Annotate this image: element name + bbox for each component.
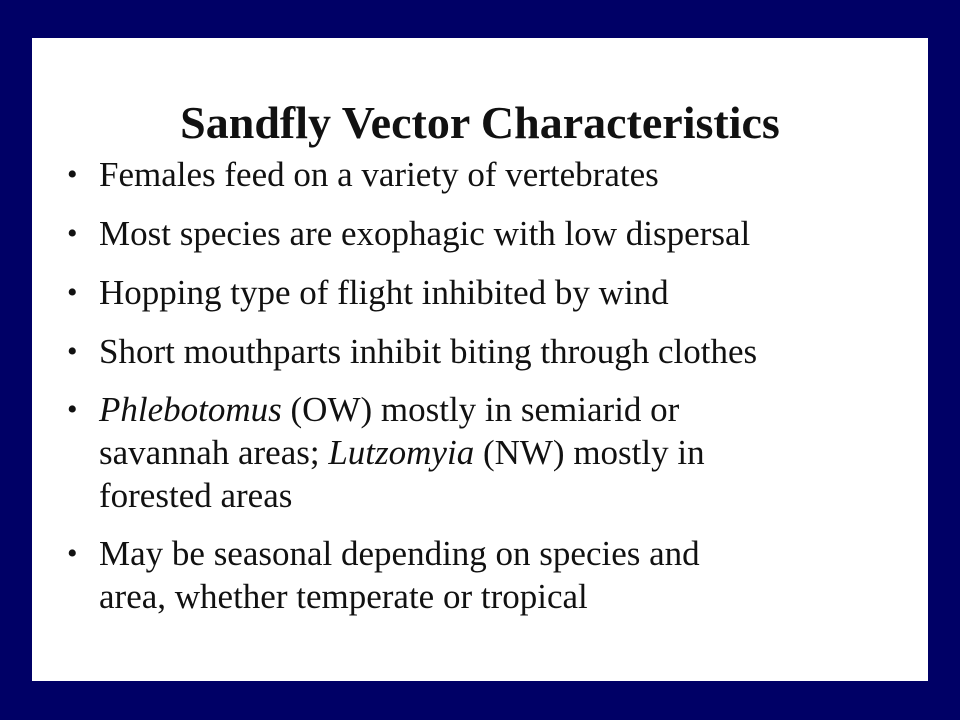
bullet-text: savannah areas;	[99, 433, 329, 472]
genus-name: Phlebotomus	[99, 390, 282, 429]
genus-name: Lutzomyia	[328, 433, 475, 472]
bullet-text: Short mouthparts inhibit biting through clothes	[99, 332, 758, 371]
slide	[32, 38, 928, 681]
bullet-icon: •	[67, 537, 78, 570]
bullet-item	[67, 271, 917, 314]
bullet-item	[67, 330, 917, 373]
slide-title: Sandfly Vector Characteristics	[180, 97, 780, 148]
bullet-line	[99, 431, 917, 474]
bullet-icon: •	[67, 158, 78, 191]
bullet-text: Hopping type of flight inhibited by wind	[99, 273, 669, 312]
bullet-text: Most species are exophagic with low dispersal	[99, 214, 751, 253]
bullet-text: (NW) mostly in	[474, 433, 705, 472]
bullet-icon: •	[67, 217, 78, 250]
bullet-item	[67, 532, 917, 618]
bullet-item	[67, 153, 917, 196]
bullet-line: forested areas	[99, 476, 293, 515]
bullet-line: May be seasonal depending on species and	[99, 534, 700, 573]
bullet-line: area, whether temperate or tropical	[99, 577, 588, 616]
bullet-text: (OW) mostly in semiarid or	[281, 390, 680, 429]
bullet-item	[67, 388, 917, 517]
bullet-icon: •	[67, 335, 78, 368]
bullet-icon: •	[67, 276, 78, 309]
bullet-list	[67, 153, 917, 634]
bullet-text: Females feed on a variety of vertebrates	[99, 155, 659, 194]
bullet-icon: •	[67, 393, 78, 426]
bullet-line	[99, 388, 917, 431]
bullet-item	[67, 212, 917, 255]
